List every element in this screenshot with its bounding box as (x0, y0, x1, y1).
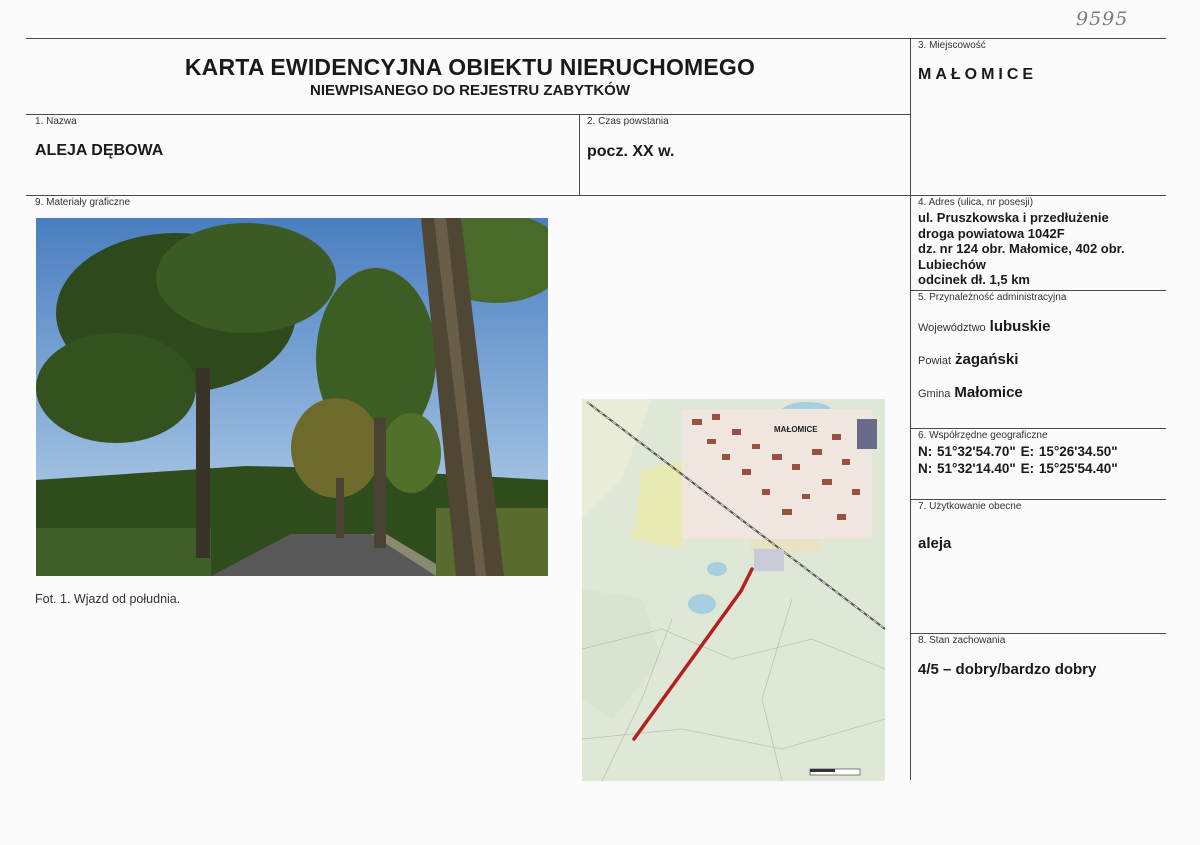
powiat-label: Powiat (918, 355, 952, 367)
section9-top-border (26, 195, 1166, 196)
stan-label: 8. Stan zachowania (918, 635, 1006, 646)
top-border (26, 38, 1166, 39)
section8-top-border (910, 633, 1166, 634)
wspolrzedne-line-2: N: 51°32'14.40" E: 15°25'54.40" (918, 461, 1118, 476)
wspolrzedne-line-1: N: 51°32'54.70" E: 15°26'34.50" (918, 444, 1118, 459)
czas-powstania-value: pocz. XX w. (587, 143, 675, 160)
materialy-graficzne-label: 9. Materiały graficzne (35, 197, 131, 208)
wojewodztwo-row (918, 318, 1051, 336)
card-title: KARTA EWIDENCYJNA OBIEKTU NIERUCHOMEGO (184, 54, 756, 80)
title-bottom-border (26, 114, 910, 115)
nazwa-value: ALEJA DĘBOWA (35, 142, 164, 159)
photo-caption: Fot. 1. Wjazd od południa. (35, 592, 181, 606)
uzytkowanie-label: 7. Użytkowanie obecne (918, 501, 1022, 512)
stan-value: 4/5 – dobry/bardzo dobry (918, 661, 1097, 678)
adres-label: 4. Adres (ulica, nr posesji) (918, 197, 1034, 208)
miejscowosc-label: 3. Miejscowość (918, 40, 986, 51)
uzytkowanie-value: aleja (918, 535, 952, 552)
section5-top-border (910, 290, 1166, 291)
adres-line: odcinek dł. 1,5 km (918, 272, 1030, 287)
section6-top-border (910, 428, 1166, 429)
gmina-label: Gmina (918, 388, 951, 400)
map-town-label: MAŁOMICE (774, 425, 818, 434)
gmina-row (918, 384, 1023, 402)
location-map (582, 399, 885, 781)
name-date-divider (579, 114, 580, 195)
wojewodztwo-value: lubuskie (989, 318, 1051, 335)
adres-line: Lubiechów (918, 256, 986, 272)
adres-value (918, 210, 1125, 288)
powiat-value: żagański (955, 351, 1019, 368)
nazwa-label: 1. Nazwa (35, 116, 77, 127)
adres-line: droga powiatowa 1042F (918, 225, 1065, 241)
czas-powstania-label: 2. Czas powstania (587, 116, 669, 127)
inventory-number: 9595 (1076, 8, 1129, 30)
right-column-divider (910, 38, 911, 780)
powiat-row (918, 351, 1018, 369)
avenue-photo (36, 218, 548, 576)
wojewodztwo-label: Województwo (918, 322, 986, 334)
adres-line: ul. Pruszkowska i przedłużenie (918, 210, 1109, 225)
przynaleznosc-label: 5. Przynależność administracyjna (918, 292, 1067, 303)
card-subtitle: NIEWPISANEGO DO REJESTRU ZABYTKÓW (309, 82, 631, 99)
adres-line: dz. nr 124 obr. Małomice, 402 obr. (918, 241, 1125, 256)
gmina-value: Małomice (954, 384, 1023, 401)
wspolrzedne-label: 6. Współrzędne geograficzne (918, 430, 1048, 441)
section7-top-border (910, 499, 1166, 500)
miejscowosc-value: MAŁOMICE (918, 66, 1038, 83)
